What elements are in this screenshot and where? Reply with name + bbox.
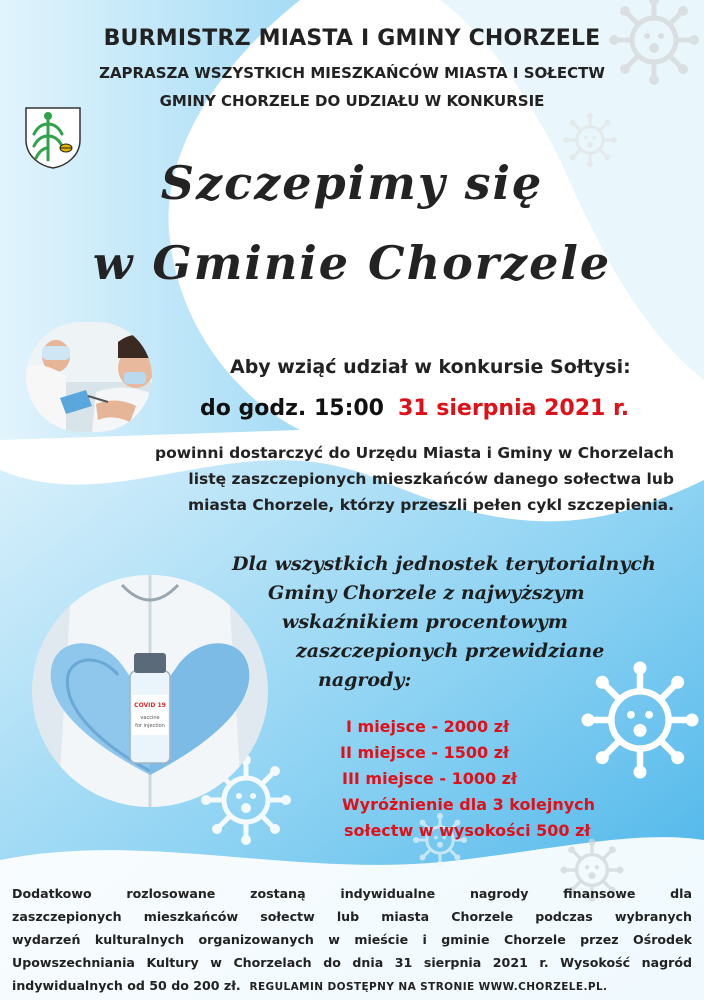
prize-third: III miejsce - 1000 zł: [342, 769, 517, 788]
prize-distinction-line1: Wyróżnienie dla 3 kolejnych: [342, 795, 596, 814]
vial-sublabel-2: for injection: [135, 723, 165, 729]
main-title-line2: w Gminie Chorzele: [92, 236, 612, 290]
prize-distinction-line2: sołectw w wysokości 500 zł: [344, 821, 591, 840]
prize-first: I miejsce - 2000 zł: [346, 717, 510, 736]
regulation-link[interactable]: REGULAMIN DOSTĘPNY NA STRONIE WWW.CHORZELE.PL.: [249, 981, 608, 993]
main-title-line1: Szczepimy się: [160, 156, 544, 210]
deadline: [200, 396, 629, 421]
header-subtitle-line1: ZAPRASZA WSZYSTKICH MIESZKAŃCÓW MIASTA I SOŁECTW: [99, 64, 605, 82]
award-intro-line3: wskaźnikiem procentowym: [282, 611, 568, 633]
deadline-date: 31 sierpnia 2021 r.: [397, 396, 630, 421]
vial-sublabel: vaccine: [140, 715, 160, 721]
vaccination-photo: [26, 322, 152, 432]
award-intro-line2: Gminy Chorzele z najwyższym: [268, 582, 585, 604]
footer-line2: zaszczepionych mieszkańców sołectw lub miasta Chorzele podczas wybranych: [12, 909, 692, 924]
contest-intro: Aby wziąć udział w konkursie Sołtysi:: [230, 356, 631, 378]
prize-second: II miejsce - 1500 zł: [340, 743, 509, 762]
header-subtitle-line2: GMINY CHORZELE DO UDZIAŁU W KONKURSIE: [159, 92, 545, 110]
footer-line3: wydarzeń kulturalnych organizowanych w mieście i gminie Chorzele przez Ośrodek: [12, 932, 692, 947]
footer-line1: Dodatkowo rozlosowane zostaną indywidualne nagrody finansowe dla: [12, 886, 692, 901]
award-intro-line4: zaszczepionych przewidziane: [296, 640, 605, 662]
footer-line4: Upowszechniania Kultury w Chorzelach do dnia 31 sierpnia 2021 r. Wysokość nagród: [12, 955, 692, 970]
vial-label: COVID 19: [134, 702, 166, 709]
footer-last-line: indywidualnych od 50 do 200 zł.: [12, 978, 241, 993]
award-intro-line5: nagrody:: [318, 669, 412, 691]
conditions-text-line3: miasta Chorzele, którzy przeszli pełen cykl szczepienia.: [187, 496, 674, 514]
conditions-text-line2: listę zaszczepionych mieszkańców danego sołectwa lub: [188, 470, 674, 488]
footer-line5: [12, 978, 692, 993]
conditions-text-line1: powinni dostarczyć do Urzędu Miasta i Gminy w Chorzelach: [154, 444, 674, 462]
deadline-time: do godz. 15:00: [200, 396, 384, 421]
vaccine-heart-hands-photo: [32, 575, 268, 807]
award-intro-line1: Dla wszystkich jednostek terytorialnych: [232, 553, 656, 575]
header-title: BURMISTRZ MIASTA I GMINY CHORZELE: [103, 26, 601, 51]
